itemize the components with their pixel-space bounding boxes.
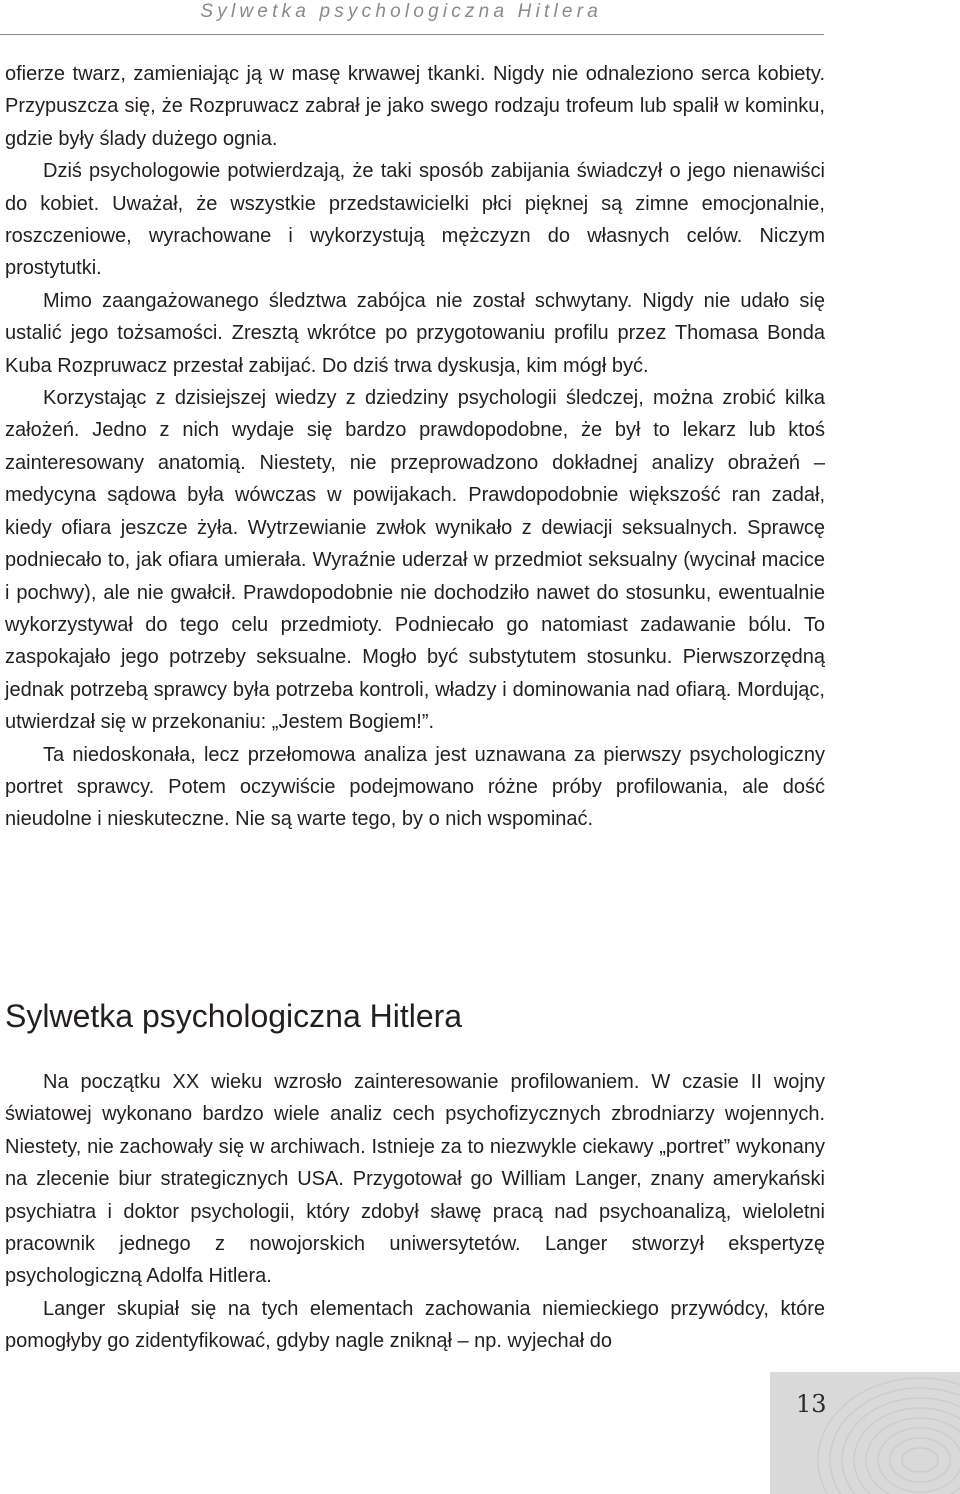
paragraph: ofierze twarz, zamieniając ją w masę krwawej tkanki. Nigdy nie odnaleziono serca kobiety. Przypuszcza się, że Rozpruwacz zabrał je jako swego rodzaju trofeum lub spalił w kominku, gdzie były ślady dużego ognia.	[5, 63, 825, 150]
running-header-title: Sylwetka psychologiczna Hitlera	[200, 1, 602, 22]
paragraph: Dziś psychologowie potwierdzają, że taki sposób zabijania świadczył o jego nienawiści do kobiet. Uważał, że wszystkie przedstawicielki płci pięknej są zimne emocjonalnie, roszczeniowe, wyrachowane i wykorzystują mężczyzn do własnych celów. Niczym prostytutki.	[5, 160, 825, 280]
paragraph: Korzystając z dzisiejszej wiedzy z dziedziny psychologii śledczej, można zrobić kilka założeń. Jedno z nich wydaje się bardzo prawdopodobne, że był to lekarz lub ktoś zainteresowany anatomią. Niestety, nie przeprowadzono dokładnej analizy obrażeń – medycyna sądowa była wówczas w powijakach. Prawdopodobnie większość ran zadał, kiedy ofiara jeszcze żyła. Wytrzewianie zwłok wynikało z dewiacji seksualnych. Sprawcę podniecało to, jak ofiara umierała. Wyraźnie uderzał w przedmiot seksualny (wycinał macice i pochwy), ale nie gwałcił. Prawdopodobnie nie dochodziło nawet do stosunku, ewentualnie wykorzystywał do tego celu przedmioty. Podniecało go natomiast zadawanie bólu. To zaspokajało jego potrzeby seksualne. Mogło być substytutem stosunku. Pierwszorzędną jednak potrzebą sprawcy była potrzeba kontroli, władzy i dominowania nad ofiarą. Mordując, utwierdzał się w przekonaniu: „Jestem Bogiem!”.	[5, 387, 825, 734]
paragraph: Langer skupiał się na tych elementach zachowania niemieckiego przywódcy, które pomogłyby go zidentyfikować, gdyby nagle zniknął – np. wyjechał do	[5, 1297, 825, 1353]
page-number: 13	[796, 1390, 827, 1418]
paragraph: Mimo zaangażowanego śledztwa zabójca nie został schwytany. Nigdy nie udało się ustalić jego tożsamości. Zresztą wkrótce po przygotowaniu profilu przez Thomasa Bonda Kuba Rozpruwacz przestał zabijać. Do dziś trwa dyskusja, kim mógł być.	[5, 289, 825, 377]
paragraph: Na początku XX wieku wzrosło zainteresowanie profilowaniem. W czasie II wojny światowej wykonano bardzo wiele analiz cech psychofizycznych zbrodniarzy wojennych. Niestety, nie zachowały się w archiwach. Istnieje za to niezwykle ciekawy „portret” wykonany na zlecenie biur strategicznych USA. Przygotował go William Langer, znany amerykański psychiatra i doktor psychologii, który zdobył sławę pracą nad psychoanalizą, wieloletni pracownik jednego z nowojorskich uniwersytetów. Langer stworzył ekspertyzę psychologiczną Adolfa Hitlera.	[5, 1071, 825, 1288]
section-heading: Sylwetka psychologiczna Hitlera	[5, 998, 463, 1034]
running-header	[0, 0, 824, 35]
page-number-box	[770, 1372, 960, 1494]
paragraph: Ta niedoskonała, lecz przełomowa analiza jest uznawana za pierwszy psychologiczny portret sprawcy. Potem oczywiście podejmowano różne próby profilowania, ale dość nieudolne i nieskuteczne. Nie są warte tego, by o nich wspominać.	[5, 743, 825, 831]
body-text	[5, 58, 825, 836]
section-text	[5, 1066, 825, 1358]
